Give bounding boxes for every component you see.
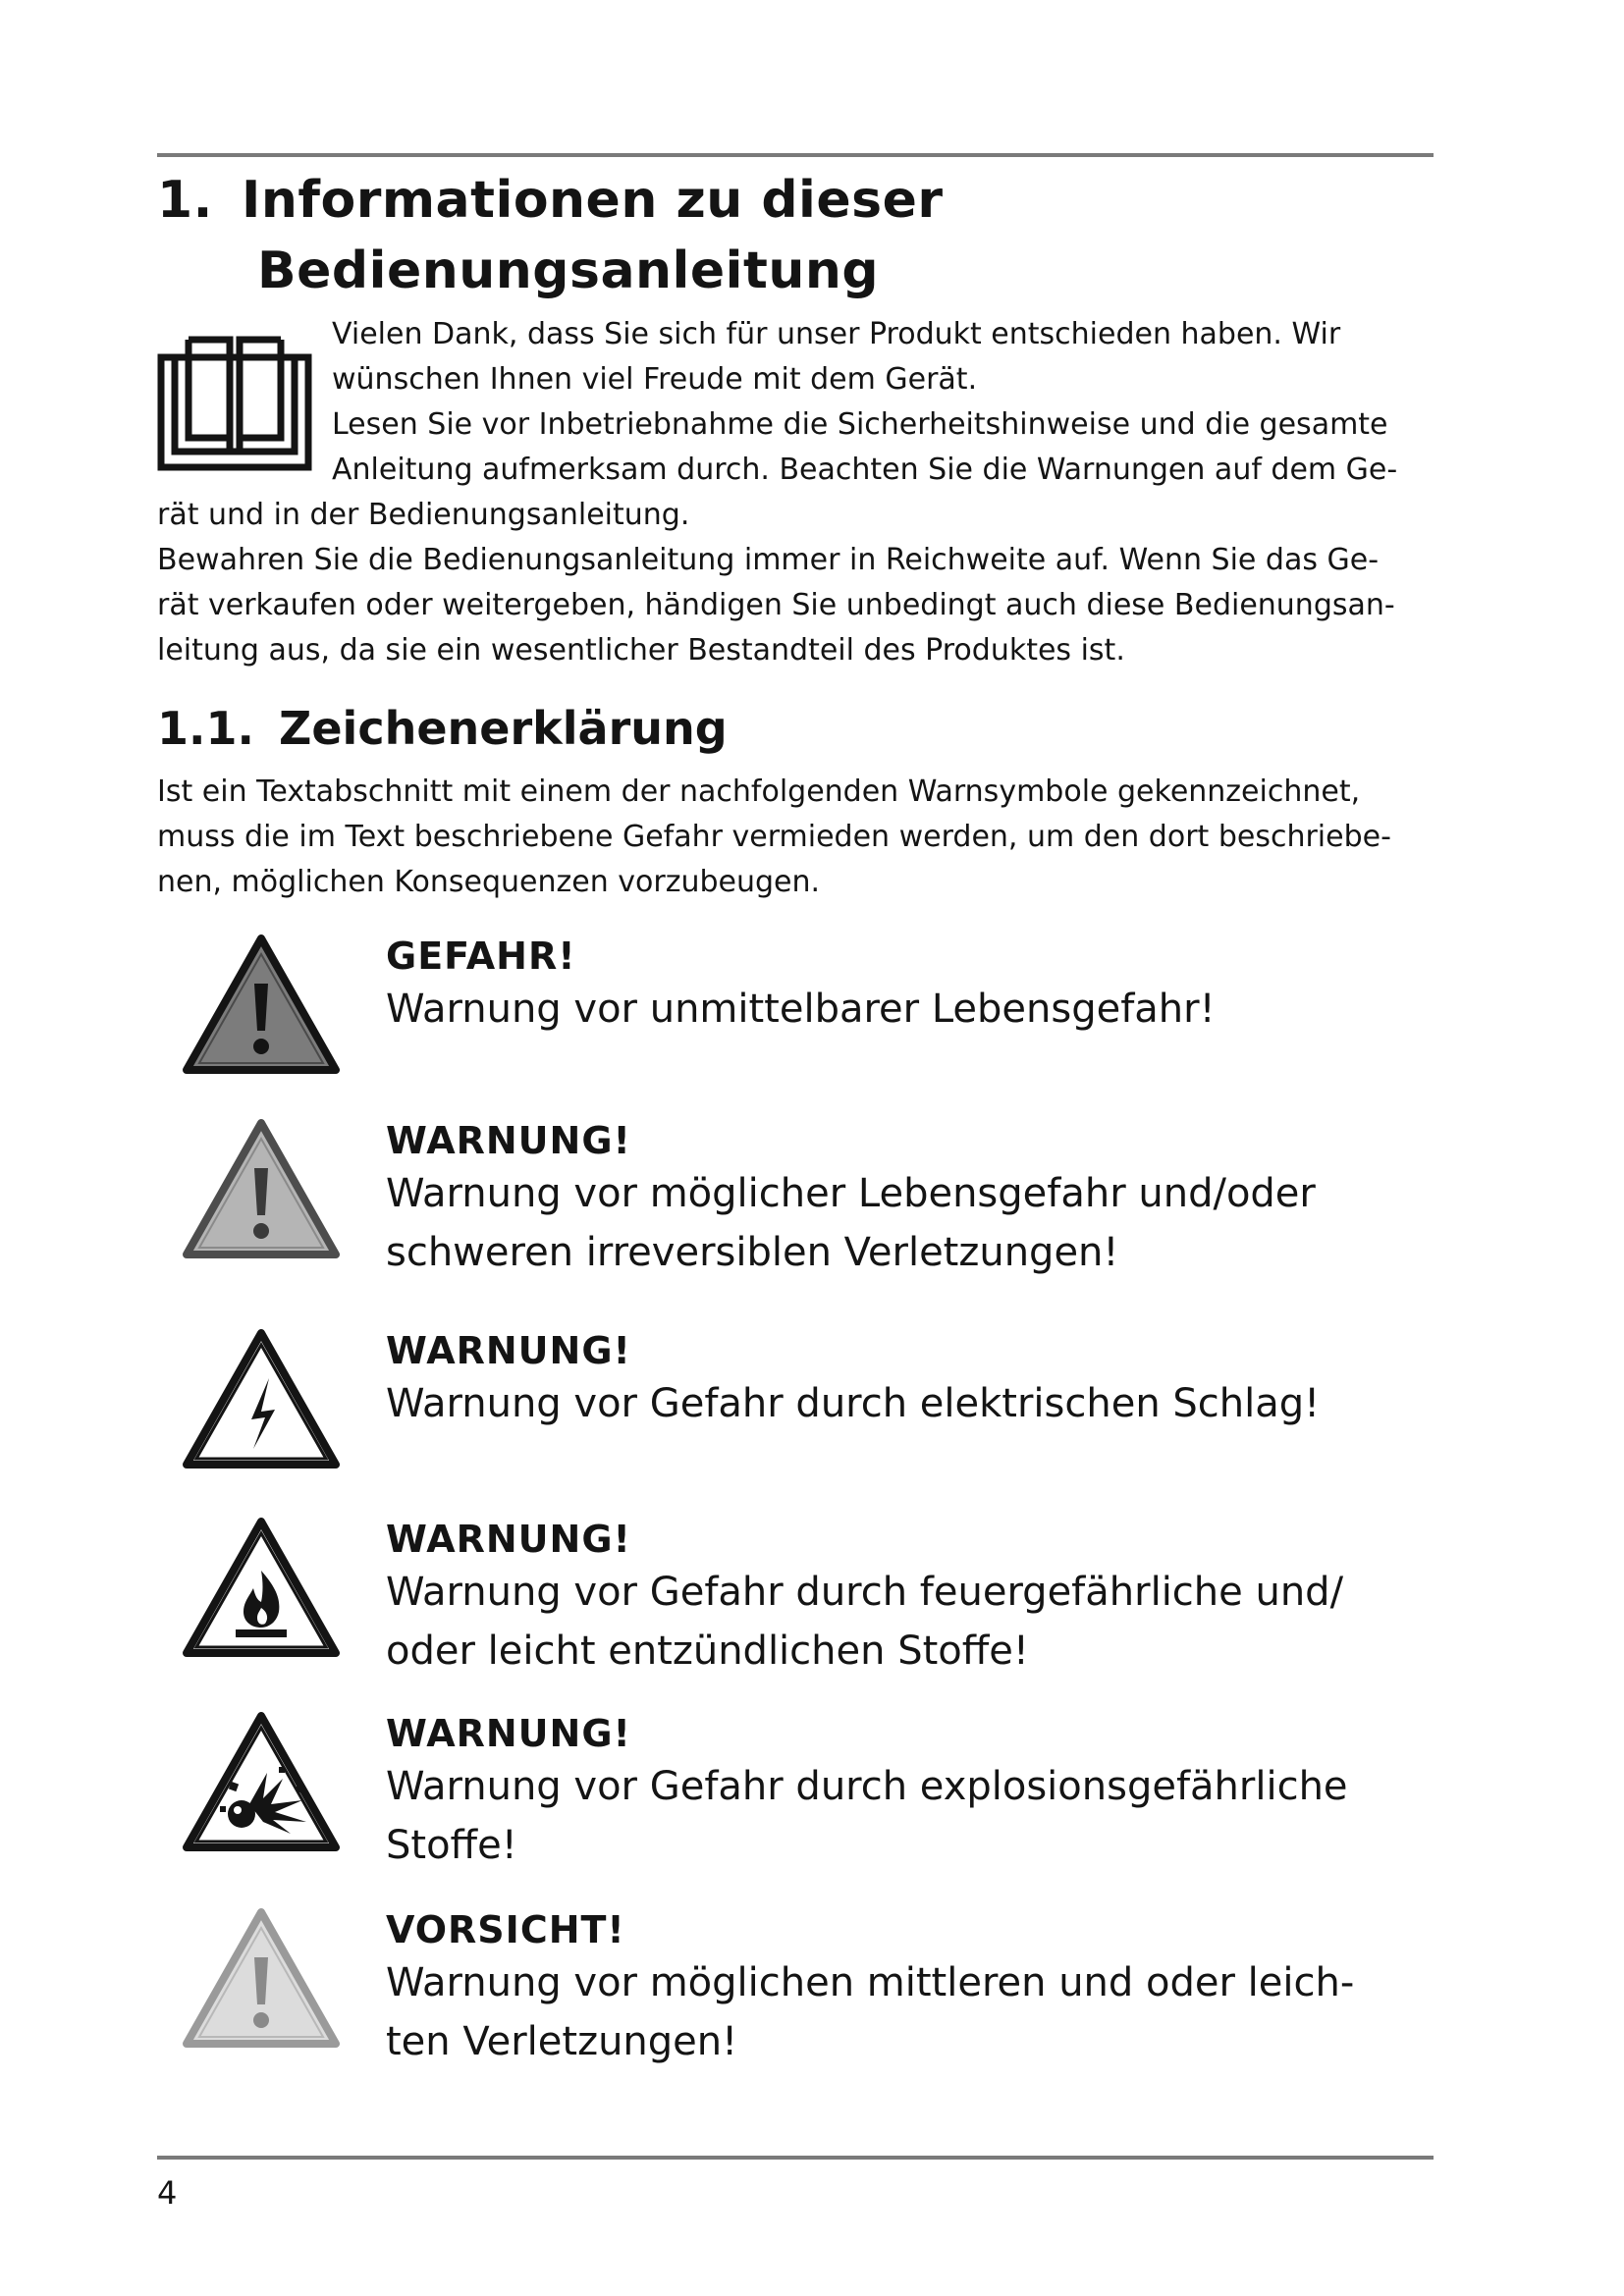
- warning-label: VORSICHT!: [386, 1908, 625, 1951]
- warning-description: Warnung vor möglicher Lebensgefahr und/oder: [386, 1171, 1316, 1216]
- warning-label: WARNUNG!: [386, 1119, 631, 1162]
- warning-exclamation-icon: [181, 1117, 342, 1264]
- legend-line: Ist ein Textabschnitt mit einem der nachfolgenden Warnsymbole gekennzeichnet,: [157, 774, 1361, 809]
- warning-text: [386, 1710, 1434, 1875]
- warning-text: [386, 1906, 1434, 2071]
- warning-text: [386, 933, 1434, 1039]
- section-number: 1.1.: [157, 702, 254, 755]
- intro-paragraph: [332, 312, 1434, 493]
- intro-line: wünschen Ihnen viel Freude mit dem Gerät.: [332, 362, 978, 397]
- chapter-title-line-2: Bedienungsanleitung: [257, 241, 880, 300]
- warning-description: Warnung vor Gefahr durch feuergefährliche und/: [386, 1570, 1344, 1615]
- explosive-icon: [181, 1710, 342, 1857]
- warning-description: schweren irreversiblen Verletzungen!: [386, 1230, 1119, 1275]
- warning-text: [386, 1117, 1434, 1282]
- page-number: 4: [157, 2174, 178, 2212]
- keep-manual-paragraph: [157, 538, 1434, 673]
- chapter-number: 1.: [157, 171, 213, 230]
- section-title: Zeichenerklärung: [279, 702, 728, 755]
- keep-line: Bewahren Sie die Bedienungsanleitung immer in Reichweite auf. Wenn Sie das Ge-: [157, 543, 1380, 577]
- manual-book-icon: [157, 332, 312, 471]
- chapter-title-line-1: Informationen zu dieser: [242, 171, 944, 230]
- warning-description: Warnung vor Gefahr durch explosionsgefährliche: [386, 1764, 1348, 1809]
- bottom-rule: [157, 2156, 1434, 2160]
- legend-line: nen, möglichen Konsequenzen vorzubeugen.: [157, 865, 821, 899]
- warning-description: oder leicht entzündlichen Stoffe!: [386, 1629, 1029, 1674]
- warning-label: WARNUNG!: [386, 1518, 631, 1561]
- warning-description: Stoffe!: [386, 1823, 517, 1868]
- keep-line: leitung aus, da sie ein wesentlicher Bestandteil des Produktes ist.: [157, 633, 1125, 667]
- warning-label: WARNUNG!: [386, 1712, 631, 1755]
- warning-text: [386, 1327, 1434, 1433]
- intro-line: rät und in der Bedienungsanleitung.: [157, 498, 690, 532]
- top-rule: [157, 153, 1434, 157]
- warning-label: GEFAHR!: [386, 934, 576, 978]
- intro-continuation: [157, 493, 1434, 538]
- electric-shock-icon: [181, 1327, 342, 1474]
- legend-line: muss die im Text beschriebene Gefahr vermieden werden, um den dort beschriebe-: [157, 820, 1391, 854]
- warning-text: [386, 1516, 1434, 1681]
- warning-description: Warnung vor Gefahr durch elektrischen Schlag!: [386, 1381, 1321, 1426]
- warning-description: Warnung vor möglichen mittleren und oder leich-: [386, 1960, 1355, 2005]
- warning-description: ten Verletzungen!: [386, 2019, 738, 2064]
- warning-description: Warnung vor unmittelbarer Lebensgefahr!: [386, 987, 1216, 1032]
- flammable-icon: [181, 1516, 342, 1663]
- intro-line: Anleitung aufmerksam durch. Beachten Sie die Warnungen auf dem Ge-: [332, 453, 1398, 487]
- warning-label: WARNUNG!: [386, 1329, 631, 1372]
- caution-exclamation-icon: [181, 1906, 342, 2054]
- danger-exclamation-icon: [181, 933, 342, 1080]
- legend-intro-paragraph: [157, 770, 1434, 905]
- intro-line: Vielen Dank, dass Sie sich für unser Produkt entschieden haben. Wir: [332, 317, 1341, 351]
- intro-line: Lesen Sie vor Inbetriebnahme die Sicherheitshinweise und die gesamte: [332, 407, 1388, 442]
- keep-line: rät verkaufen oder weitergeben, händigen Sie unbedingt auch diese Bedienungsan-: [157, 588, 1395, 622]
